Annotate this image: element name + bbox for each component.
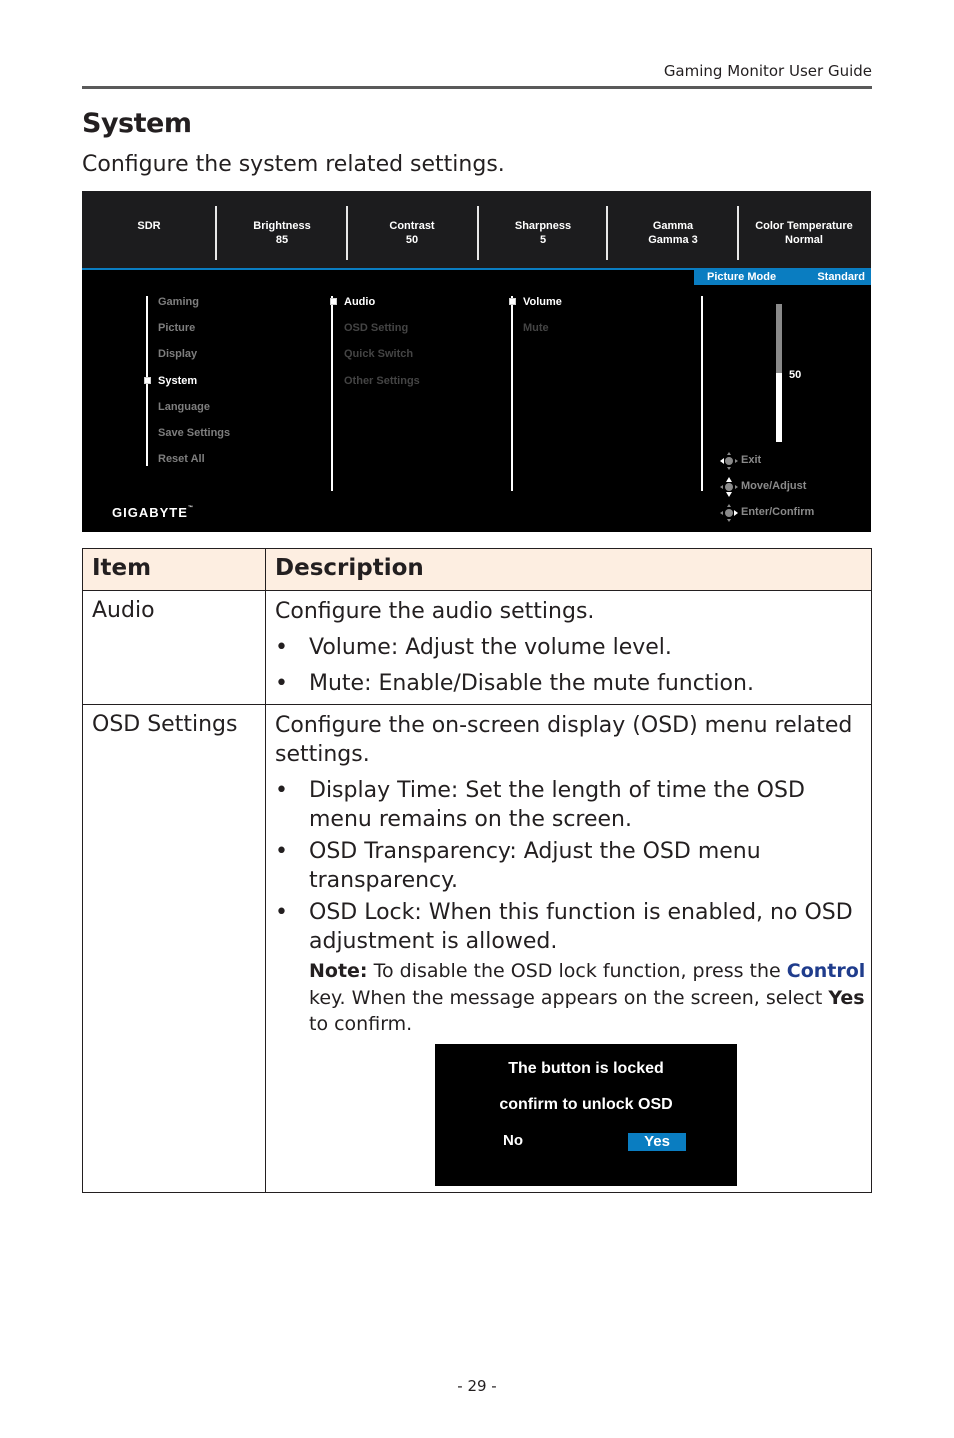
option-mute[interactable]: Mute: [523, 322, 549, 334]
selected-marker: [144, 377, 151, 384]
section-title: System: [82, 108, 192, 139]
menu-column-line: [331, 296, 333, 491]
header-description: Description: [275, 555, 424, 581]
selected-marker: [509, 298, 516, 305]
bullet-osd-lock: OSD Lock: When this function is enabled, no OSD adjustment is allowed.: [309, 900, 853, 954]
volume-slider-value: 50: [789, 369, 802, 381]
picture-mode-bar: [694, 270, 871, 285]
page-number: - 29 -: [457, 1377, 497, 1395]
submenu-item-audio[interactable]: Audio: [344, 296, 376, 308]
control-key-label: Control: [786, 960, 866, 982]
stat-divider: [346, 206, 348, 260]
stat-divider: [215, 206, 217, 260]
lock-dialog-line1: The button is locked: [508, 1060, 664, 1077]
bullet: •: [275, 839, 288, 864]
row-osd-intro: Configure the on-screen display (OSD) menu related settings.: [275, 713, 853, 767]
menu-item-picture[interactable]: Picture: [158, 322, 196, 334]
osd-screenshot: [82, 191, 871, 532]
picture-mode-value: Standard: [817, 271, 865, 283]
row-osd-item: OSD Settings: [92, 712, 238, 737]
row-audio-intro: Configure the audio settings.: [275, 599, 595, 624]
osd-status-bar: [82, 191, 871, 269]
menu-column-line: [511, 296, 513, 491]
menu-column-line: [701, 296, 703, 491]
control-enter-confirm-label: Enter/Confirm: [741, 506, 815, 518]
osd-lock-note: Note: To disable the OSD lock function, press the Control key. When the message appears on the screen, select Yes to confirm.: [309, 960, 866, 1035]
bullet-display-time: Display Time: Set the length of time the OSD menu remains on the screen.: [309, 778, 805, 832]
lock-dialog: [435, 1044, 737, 1186]
menu-item-reset-all[interactable]: Reset All: [158, 453, 205, 465]
stat-contrast: Contrast 50: [389, 220, 435, 246]
submenu-item-quick-switch[interactable]: Quick Switch: [344, 348, 414, 360]
menu-item-gaming[interactable]: Gaming: [158, 296, 199, 308]
section-subtitle: Configure the system related settings.: [82, 152, 505, 177]
control-exit[interactable]: [719, 451, 859, 471]
submenu-item-other-settings[interactable]: Other Settings: [344, 375, 420, 387]
stat-brightness: Brightness 85: [253, 220, 311, 246]
menu-item-save-settings[interactable]: Save Settings: [158, 427, 231, 439]
joystick-left-icon: [719, 451, 739, 471]
stat-sdr: SDR: [137, 220, 161, 232]
column-divider: [265, 549, 266, 1192]
joystick-right-icon: [719, 503, 739, 523]
control-move-adjust-label: Move/Adjust: [741, 480, 807, 492]
stat-divider: [477, 206, 479, 260]
lock-no-button[interactable]: No: [503, 1132, 523, 1149]
menu-item-system[interactable]: System: [158, 375, 198, 387]
table-header-row: [83, 549, 871, 591]
stat-divider: [737, 206, 739, 260]
bullet-osd-transparency: OSD Transparency: Adjust the OSD menu transparency.: [309, 839, 761, 893]
menu-item-language[interactable]: Language: [158, 401, 210, 413]
lock-yes-button[interactable]: Yes: [628, 1133, 686, 1151]
bullet: •: [275, 900, 288, 925]
row-divider: [83, 704, 871, 705]
stat-divider: [606, 206, 608, 260]
bullet-volume: Volume: Adjust the volume level.: [309, 635, 672, 660]
settings-table: [82, 548, 872, 1193]
stat-gamma: Gamma Gamma 3: [648, 220, 698, 246]
header-rule: [82, 86, 872, 89]
joystick-up-down-icon: [719, 477, 739, 497]
option-volume[interactable]: Volume: [523, 296, 562, 308]
control-exit-label: Exit: [741, 454, 762, 466]
bullet: •: [275, 778, 288, 803]
picture-mode-label: Picture Mode: [707, 271, 777, 283]
bullet-mute: Mute: Enable/Disable the mute function.: [309, 671, 754, 696]
selected-marker: [330, 298, 337, 305]
stat-sharpness: Sharpness 5: [514, 220, 572, 246]
bullet: •: [275, 671, 288, 696]
bullet: •: [275, 635, 288, 660]
row-audio-item: Audio: [92, 598, 155, 623]
menu-item-display[interactable]: Display: [158, 348, 198, 360]
header-item: Item: [92, 555, 152, 581]
control-move-adjust[interactable]: [719, 477, 859, 497]
gigabyte-logo: GIGABYTE™: [112, 505, 193, 520]
running-header: Gaming Monitor User Guide: [663, 62, 872, 80]
stat-color-temperature: Color Temperature Normal: [755, 220, 853, 246]
lock-dialog-line2: confirm to unlock OSD: [499, 1096, 673, 1113]
control-enter-confirm[interactable]: [719, 503, 859, 523]
volume-slider-fill: [776, 304, 782, 373]
submenu-item-osd-setting[interactable]: OSD Setting: [344, 322, 409, 334]
